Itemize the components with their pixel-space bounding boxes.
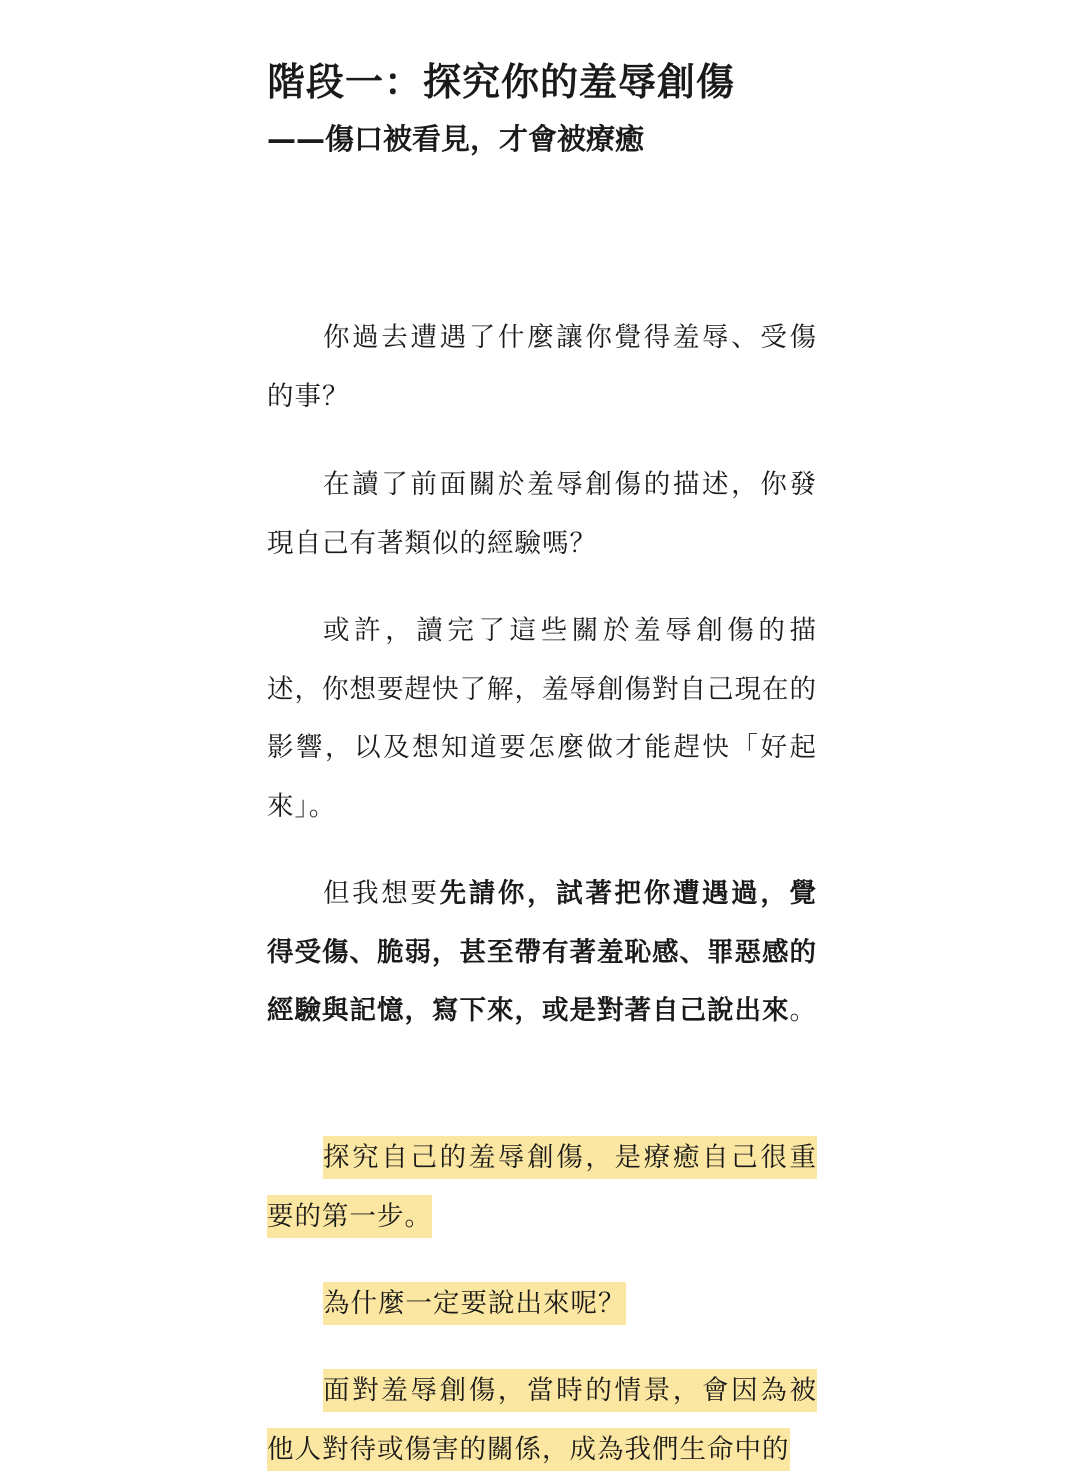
chapter-subtitle: ——傷口被看見，才會被療癒 — [267, 122, 645, 156]
paragraph-2: 在讀了前面關於羞辱創傷的描述，你發現自己有著類似的經驗嗎？ — [267, 469, 817, 559]
paragraph-4-bold: 先請你，試著把你遭遇過，覺得受傷、脆弱，甚至帶有著羞恥感、罪惡感的經驗與記憶，寫下來，或是對著自己說出來 — [267, 878, 817, 1026]
paragraph-1: 你過去遭遇了什麼讓你覺得羞辱、受傷的事？ — [267, 322, 817, 412]
highlighted-paragraph-2 — [267, 1275, 817, 1334]
paragraph-4-end: 。 — [789, 995, 817, 1026]
document-content — [267, 55, 817, 1465]
highlighted-paragraph-1 — [267, 1129, 817, 1246]
chapter-title: 階段一：探究你的羞辱創傷 — [267, 60, 736, 104]
highlight-text-3: 面對羞辱創傷，當時的情景，會因為被他人對待或傷害的關係，成為我們生命中的 — [267, 1369, 817, 1471]
paragraph-4 — [267, 865, 817, 1041]
highlight-text-2: 為什麼一定要說出來呢？ — [323, 1282, 626, 1325]
paragraph-3: 或許，讀完了這些關於羞辱創傷的描述，你想要趕快了解，羞辱創傷對自己現在的影響，以及想知道要怎麼做才能趕快「好起來」。 — [267, 615, 817, 822]
highlight-text-1: 探究自己的羞辱創傷，是療癒自己很重要的第一步。 — [267, 1136, 817, 1238]
highlighted-paragraph-3 — [267, 1362, 817, 1479]
paragraph-4-plain: 但我想要 — [323, 878, 440, 909]
